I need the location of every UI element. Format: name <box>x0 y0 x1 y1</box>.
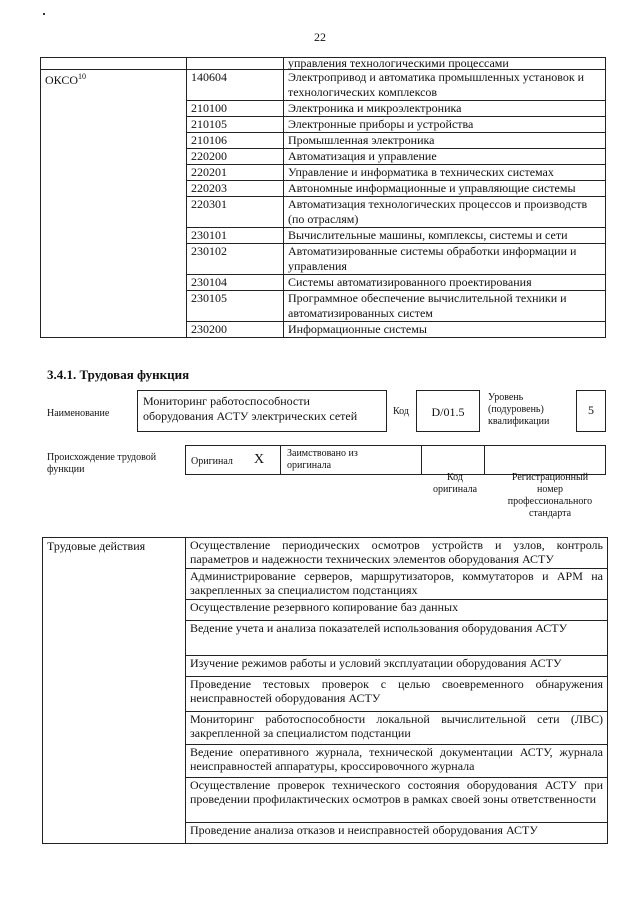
okso-footnote: 10 <box>78 72 87 81</box>
okso-code: 230101 <box>187 228 284 244</box>
okso-code: 230102 <box>187 244 284 275</box>
okso-table <box>40 57 606 338</box>
okso-code: 210106 <box>187 133 284 149</box>
okso-code: 230104 <box>187 275 284 291</box>
reg-number-label: Регистрационный номер профессионального стандарта <box>507 472 593 519</box>
okso-name: Автоматизация и управление <box>284 149 606 165</box>
labor-action-text: Ведение оперативного журнала, технической документации АСТУ, журнала неисправностей аппаратуры, кроссировочного журнала <box>186 745 608 778</box>
okso-name: Информационные системы <box>284 322 606 338</box>
okso-code: 230200 <box>187 322 284 338</box>
page-number: 22 <box>314 30 326 44</box>
scan-dot <box>43 13 45 15</box>
okso-code: 220201 <box>187 165 284 181</box>
section-title: 3.4.1. Трудовая функция <box>47 367 190 382</box>
okso-code: 220203 <box>187 181 284 197</box>
okso-code: 220200 <box>187 149 284 165</box>
reg-number-box <box>484 445 606 475</box>
okso-name: Системы автоматизированного проектирования <box>284 275 606 291</box>
labor-actions-label: Трудовые действия <box>43 538 186 844</box>
labor-action-text: Проведение тестовых проверок с целью своевременного обнаружения неисправностей оборудования АСТУ <box>186 677 608 712</box>
borrowed-label: Заимствовано из оригинала <box>287 448 358 471</box>
labor-action-text: Мониторинг работоспособности локальной вычислительной сети (ЛВС) закрепленной за специалистом подстанции <box>186 712 608 745</box>
labor-action-text: Осуществление резервного копирование баз данных <box>186 600 608 621</box>
okso-name: Автоматизация технологических процессов и производств (по отраслям) <box>284 197 606 228</box>
okso-code: 140604 <box>187 70 284 101</box>
origin-label: Происхождение трудовой функции <box>47 452 157 475</box>
labor-action-text: Осуществление проверок технического состояния оборудования АСТУ при проведении профилактических осмотров в рамках своей зоны ответственности <box>186 778 608 823</box>
labor-actions-table <box>42 537 608 844</box>
code-box <box>416 390 480 432</box>
okso-code-label-cell <box>41 70 187 338</box>
okso-name: Автономные информационные и управляющие системы <box>284 181 606 197</box>
okso-code-label: ОКСО <box>45 73 79 87</box>
level-label: Уровень (подуровень) квалификации <box>488 392 550 427</box>
okso-name: Промышленная электроника <box>284 133 606 149</box>
code-label: Код <box>393 406 409 417</box>
okso-continued-text: управления технологическими процессами <box>284 58 606 70</box>
okso-name: Электронные приборы и устройства <box>284 117 606 133</box>
original-code-label: Код оригинала <box>432 472 478 495</box>
okso-continued-row <box>41 58 606 70</box>
okso-code: 220301 <box>187 197 284 228</box>
labor-action-text: Ведение учета и анализа показателей использования оборудования АСТУ <box>186 621 608 656</box>
labor-action-text: Администрирование серверов, маршрутизаторов, коммутаторов и АРМ на закрепленных за специалистом подстанциях <box>186 569 608 600</box>
level-box <box>576 390 606 432</box>
code-value: D/01.5 <box>431 405 465 419</box>
okso-name: Электропривод и автоматика промышленных установок и технологических комплексов <box>284 70 606 101</box>
labor-action-text: Осуществление периодических осмотров устройств и узлов, контроль параметров и надежности технических элементов оборудования АСТУ <box>186 538 608 569</box>
borrowed-box <box>280 445 422 475</box>
okso-code: 210100 <box>187 101 284 117</box>
okso-code: 230105 <box>187 291 284 322</box>
labor-action-text: Проведение анализа отказов и неисправностей оборудования АСТУ <box>186 823 608 844</box>
okso-code: 210105 <box>187 117 284 133</box>
level-value: 5 <box>588 403 594 417</box>
original-mark: X <box>254 452 265 467</box>
original-code-box <box>421 445 485 475</box>
name-label: Наименование <box>47 408 110 419</box>
function-name-box <box>137 390 387 432</box>
labor-action-row <box>43 538 608 569</box>
okso-row <box>41 70 606 101</box>
okso-name: Электроника и микроэлектроника <box>284 101 606 117</box>
original-box <box>185 445 281 475</box>
function-name: Мониторинг работоспособности оборудования АСТУ электрических сетей <box>143 394 358 423</box>
okso-name: Программное обеспечение вычислительной техники и автоматизированных систем <box>284 291 606 322</box>
labor-action-text: Изучение режимов работы и условий эксплуатации оборудования АСТУ <box>186 656 608 677</box>
original-label: Оригинал <box>191 456 233 467</box>
okso-name: Автоматизированные системы обработки информации и управления <box>284 244 606 275</box>
okso-name: Вычислительные машины, комплексы, системы и сети <box>284 228 606 244</box>
okso-name: Управление и информатика в технических системах <box>284 165 606 181</box>
